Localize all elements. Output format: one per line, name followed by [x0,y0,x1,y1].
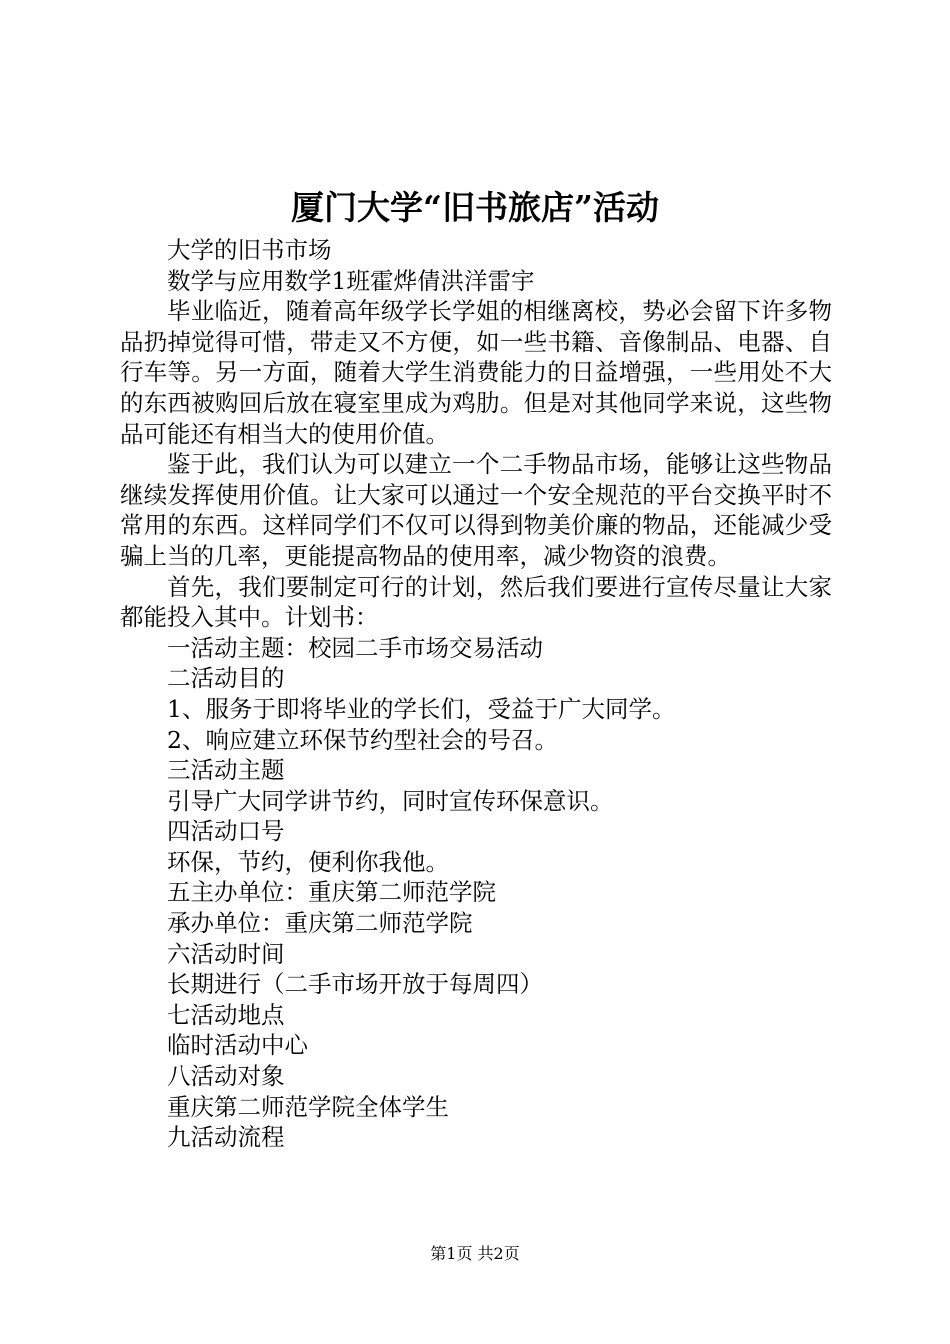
paragraph: 五主办单位：重庆第二师范学院 [167,878,496,907]
document-body [120,235,832,1153]
paragraph: 九活动流程 [167,1123,285,1152]
paragraph: 临时活动中心 [167,1031,308,1060]
paragraph: 首先，我们要制定可行的计划，然后我们要进行宣传尽量让大家都能投入其中。计划书： [120,572,832,632]
page-footer: 第1页 共2页 [430,1244,520,1263]
paragraph: 三活动主题 [167,756,285,785]
paragraph: 八活动对象 [167,1062,285,1091]
paragraph: 1、服务于即将毕业的学长们，受益于广大同学。 [167,694,676,723]
paragraph: 七活动地点 [167,1000,285,1029]
paragraph: 2、响应建立环保节约型社会的号召。 [167,725,558,754]
paragraph: 毕业临近，随着高年级学长学姐的相继离校，势必会留下许多物品扔掉觉得可惜，带走又不方便，如一些书籍、音像制品、电器、自行车等。另一方面，随着大学生消费能力的日益增强，一些用处不大的东西被购回后放在寝室里成为鸡肋。但是对其他同学来说，这些物品可能还有相当大的使用价值。 [120,297,832,448]
paragraph: 数学与应用数学1班霍烨倩洪洋雷宇 [167,266,535,295]
paragraph: 一活动主题：校园二手市场交易活动 [167,633,543,662]
paragraph: 承办单位：重庆第二师范学院 [167,909,473,938]
paragraph: 六活动时间 [167,939,285,968]
paragraph: 鉴于此，我们认为可以建立一个二手物品市场，能够让这些物品继续发挥使用价值。让大家可以通过一个安全规范的平台交换平时不常用的东西。这样同学们不仅可以得到物美价廉的物品，还能减少受骗上当的几率，更能提高物品的使用率，减少物资的浪费。 [120,450,832,570]
paragraph: 二活动目的 [167,664,285,693]
paragraph: 大学的旧书市场 [167,236,332,264]
paragraph: 长期进行（二手市场开放于每周四） [167,970,543,999]
paragraph: 重庆第二师范学院全体学生 [167,1092,449,1121]
paragraph: 环保，节约，便利你我他。 [167,847,449,876]
paragraph: 引导广大同学讲节约，同时宣传环保意识。 [167,786,614,815]
document-title: 厦门大学“旧书旅店”活动 [291,188,659,227]
paragraph: 四活动口号 [167,817,285,846]
